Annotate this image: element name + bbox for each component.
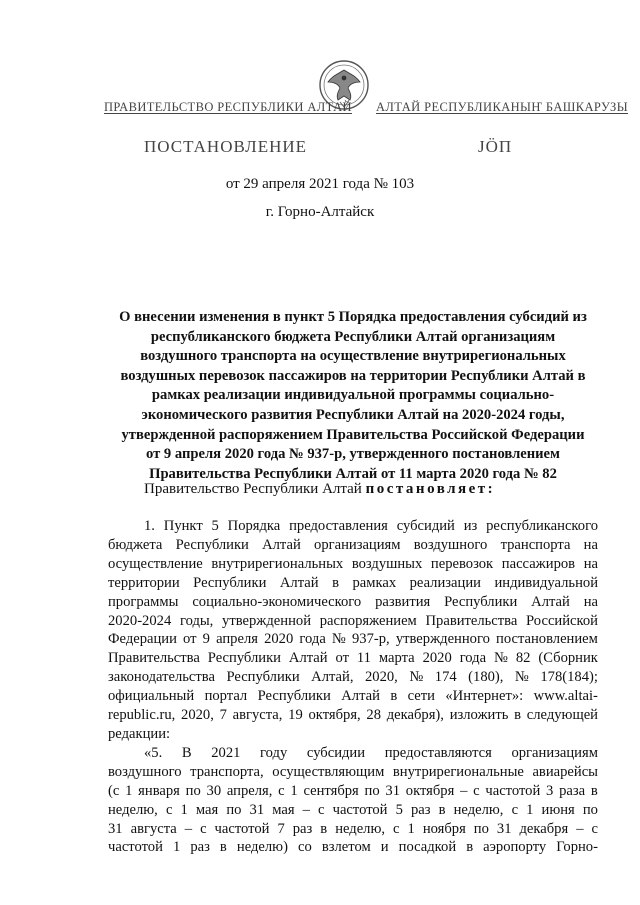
body-word: транспорта xyxy=(500,536,571,553)
body-word: от xyxy=(335,650,349,667)
body-word: 2020, xyxy=(364,669,398,686)
body-line xyxy=(108,630,598,649)
body-word: августа xyxy=(130,820,177,837)
body-word: октября xyxy=(405,782,455,799)
title-line: экономического развития Республики Алтай на 2020-2024 годы, xyxy=(141,406,565,423)
body-line xyxy=(108,763,598,782)
body-word: утвержденной xyxy=(222,612,312,629)
body-word: постановлением xyxy=(496,631,598,648)
document-date-number: от 29 апреля 2021 года № 103 xyxy=(225,176,415,192)
body-word: 1. xyxy=(144,518,155,534)
title-line: утвержденной распоряжением Правительства Российской Федерации xyxy=(121,426,585,443)
body-word: декабря), xyxy=(386,707,444,724)
body-word: в xyxy=(514,707,522,724)
body-word: по xyxy=(364,782,380,799)
body-word: сети xyxy=(407,688,435,705)
body-word: апреля, xyxy=(226,782,273,799)
body-word: аэропорту xyxy=(483,839,547,856)
body-word: 5 xyxy=(211,518,219,534)
body-word: 31 xyxy=(496,820,512,837)
body-word: 174 xyxy=(434,669,457,686)
body-line xyxy=(108,574,598,593)
body-word: 937-р, xyxy=(351,631,390,648)
body-line xyxy=(108,517,598,536)
body-word: осуществляющим xyxy=(272,763,385,780)
doc-type-altai: ЈӦП xyxy=(478,137,513,156)
body-word: с xyxy=(165,801,173,818)
body-word: от xyxy=(183,631,197,648)
body-word: следующей xyxy=(526,707,598,724)
body-word: ноября xyxy=(422,820,466,837)
body-word: с xyxy=(278,782,285,799)
body-word: 1 xyxy=(125,782,133,799)
body-line xyxy=(108,801,598,820)
body-word: 3 xyxy=(546,782,554,799)
body-word: с xyxy=(511,801,519,818)
body-word: октября, xyxy=(308,707,361,724)
title-line: от 9 апреля 2020 года № 937-р, утвержденного постановлением xyxy=(146,446,560,463)
body-word: неделю, xyxy=(453,801,504,818)
body-word: организациям xyxy=(314,536,401,553)
government-name-russian: ПРАВИТЕЛЬСТВО РЕСПУБЛИКИ АЛТАЙ xyxy=(104,100,352,114)
body-word: 2020 xyxy=(422,650,452,667)
body-word: Правительства xyxy=(425,612,518,629)
body-word: рамках xyxy=(352,574,397,591)
body-word: мая xyxy=(272,801,295,818)
body-word: бюджета xyxy=(108,536,163,553)
preamble-verb: постановляет: xyxy=(365,481,496,497)
body-word: – xyxy=(184,820,193,837)
body-word: июня xyxy=(541,801,575,818)
body-line xyxy=(108,706,598,725)
body-word: в xyxy=(590,782,598,799)
body-word: «Интернет»: xyxy=(445,688,524,705)
body-line xyxy=(108,649,598,668)
body-word: частотой xyxy=(485,782,541,799)
body-word: программы xyxy=(108,593,179,610)
body-word: 28 xyxy=(366,707,382,724)
title-line: воздушных перевозок пассажиров на территории Республики Алтай в xyxy=(120,367,586,384)
body-word: воздушного xyxy=(413,536,488,553)
body-word: в xyxy=(390,688,398,705)
body-word: republic.ru, xyxy=(108,707,176,724)
body-word: на xyxy=(583,555,598,572)
body-word: развития xyxy=(375,593,431,610)
body-word: частотой xyxy=(108,839,163,856)
body-word: с xyxy=(473,782,480,799)
body-word: 1 xyxy=(290,782,298,799)
body-word: субсидии xyxy=(306,744,366,761)
body-word: 31 xyxy=(249,801,265,818)
body-word: и xyxy=(380,839,389,856)
body-word: годы, xyxy=(179,612,214,629)
body-word: декабря xyxy=(519,820,569,837)
body-word: с xyxy=(393,820,400,837)
body-word: с xyxy=(200,820,207,837)
body-word: 11 xyxy=(356,650,371,667)
body-word: официальный xyxy=(108,688,195,705)
body-word: перевозок xyxy=(430,555,494,572)
body-word: частотой xyxy=(332,801,388,818)
body-word: внутрирегиональных xyxy=(211,555,344,572)
body-word: 19 xyxy=(288,707,303,724)
preamble-text: Правительство Республики Алтай xyxy=(144,481,362,497)
body-word: субсидий xyxy=(396,518,455,534)
body-word: Алтай, xyxy=(311,669,354,686)
body-word: изложить xyxy=(449,707,509,724)
document-body xyxy=(108,517,598,857)
body-word: № xyxy=(331,631,346,648)
government-name-altai: АЛТАЙ РЕСПУБЛИКАНЫҤ БАШКАРУЗЫ xyxy=(376,100,629,114)
body-word: (Сборник xyxy=(538,650,598,667)
body-word: Алтай xyxy=(288,650,328,667)
body-word: авиарейсы xyxy=(532,763,598,780)
title-line: О внесении изменения в пункт 5 Порядка предоставления субсидий из xyxy=(119,309,587,325)
body-word: № xyxy=(514,669,529,686)
body-word: организациям xyxy=(511,744,598,761)
body-word: Республики xyxy=(175,536,249,553)
body-word: с xyxy=(318,801,325,818)
body-word: 2021 xyxy=(211,744,241,761)
document-title xyxy=(108,308,598,484)
document-city: г. Горно-Алтайск xyxy=(265,204,375,220)
body-word: посадкой xyxy=(398,839,457,856)
body-word: предоставляются xyxy=(384,744,492,761)
body-word: в xyxy=(219,839,227,856)
body-word: из xyxy=(463,518,478,534)
body-word: 1 xyxy=(526,801,534,818)
title-line: рамках реализации индивидуальной программы социально- xyxy=(151,387,555,404)
body-word: 1 xyxy=(180,801,188,818)
body-word: (с xyxy=(108,782,120,799)
body-word: В xyxy=(181,744,192,761)
body-word: редакции: xyxy=(108,725,171,742)
body-line xyxy=(108,612,598,631)
body-word: предоставления xyxy=(289,518,388,534)
body-word: раза xyxy=(559,782,586,799)
body-word: сентября xyxy=(303,782,359,799)
body-word: внутрирегиональные xyxy=(392,763,524,780)
body-word: августа, xyxy=(232,707,283,724)
body-word: Пункт xyxy=(163,518,203,534)
body-line xyxy=(108,593,598,612)
body-word: марта xyxy=(378,650,415,667)
body-word: 178(184); xyxy=(540,669,598,686)
body-word: транспорта, xyxy=(190,763,264,780)
body-word: 31 xyxy=(385,782,400,799)
body-word: неделю, xyxy=(335,820,386,837)
body-word: Алтай xyxy=(341,688,380,705)
body-word: мая xyxy=(195,801,219,818)
body-word: Алтай xyxy=(279,574,319,591)
body-word: в xyxy=(332,574,339,591)
body-word: в xyxy=(466,839,474,856)
body-word: 7 xyxy=(277,820,285,837)
body-word: www.altai- xyxy=(533,688,598,705)
body-word: № xyxy=(409,669,424,686)
body-word: года xyxy=(299,631,326,648)
body-word: взлетом xyxy=(321,839,371,856)
body-word: 7 xyxy=(219,707,227,724)
body-word: (180), xyxy=(468,669,504,686)
body-word: – xyxy=(576,820,584,837)
body-word: 2020, xyxy=(181,707,214,724)
body-word: 1 xyxy=(407,820,415,837)
body-word: территории xyxy=(108,574,180,591)
body-word: на xyxy=(583,536,598,553)
body-word: Порядка xyxy=(227,518,281,534)
body-word: воздушного xyxy=(108,763,182,780)
title-line: Правительства Республики Алтай от 11 марта 2020 года № 82 xyxy=(149,465,557,482)
body-word: пассажиров xyxy=(501,555,576,572)
preamble xyxy=(144,481,495,498)
body-word: законодательства xyxy=(108,669,215,686)
body-word: Федерации xyxy=(108,631,177,648)
title-line: республиканского бюджета Республики Алтай организациям xyxy=(150,328,556,345)
body-word: Правительства xyxy=(108,650,200,667)
body-word: реализации xyxy=(409,574,481,591)
body-word: в xyxy=(438,801,446,818)
body-word: утвержденного xyxy=(395,631,490,648)
body-word: портал xyxy=(204,688,248,705)
body-word: 82 xyxy=(515,650,531,667)
body-word: 31 xyxy=(108,820,123,837)
body-word: воздушных xyxy=(351,555,423,572)
body-word: 2020-2024 xyxy=(108,612,172,629)
body-word: Алтай xyxy=(262,536,301,553)
body-word: с xyxy=(591,820,598,837)
body-word: индивидуальной xyxy=(494,574,598,591)
body-word: 9 xyxy=(202,631,210,648)
body-word: на xyxy=(583,593,598,610)
body-word: неделю) xyxy=(236,839,288,856)
body-word: «5. xyxy=(144,744,163,761)
body-word: в xyxy=(320,820,328,837)
body-word: Российской xyxy=(526,612,598,629)
body-word: социально-экономического xyxy=(192,593,362,610)
body-word: – xyxy=(302,801,310,818)
body-word: году xyxy=(260,744,288,761)
body-word: республиканского xyxy=(486,518,598,534)
body-line xyxy=(108,782,598,801)
body-word: Горно- xyxy=(556,839,598,856)
body-word: по xyxy=(185,782,201,799)
body-word: – xyxy=(460,782,468,799)
body-word: Республики xyxy=(444,593,518,610)
body-line xyxy=(108,555,598,574)
body-word: 2020 xyxy=(264,631,294,648)
body-word: апреля xyxy=(216,631,258,648)
body-word: со xyxy=(298,839,312,856)
body-word: Республики xyxy=(257,688,331,705)
body-word: года xyxy=(459,650,487,667)
body-line xyxy=(108,668,598,687)
body-line xyxy=(108,725,598,744)
title-line: воздушного транспорта на осуществление внутрирегиональных xyxy=(140,348,566,365)
body-word: по xyxy=(473,820,489,837)
body-line xyxy=(108,536,598,555)
body-word: раз xyxy=(410,801,431,818)
body-line xyxy=(108,687,598,706)
body-word: по xyxy=(582,801,598,818)
body-word: раз xyxy=(190,839,210,856)
body-word: № xyxy=(494,650,508,667)
body-word: неделю, xyxy=(108,801,158,818)
body-line xyxy=(108,744,598,763)
body-word: частотой xyxy=(214,820,270,837)
body-word: по xyxy=(226,801,242,818)
body-word: Республики xyxy=(193,574,267,591)
body-line xyxy=(108,838,598,857)
body-word: 30 xyxy=(206,782,222,799)
body-line xyxy=(108,820,598,839)
body-word: 5 xyxy=(395,801,403,818)
body-word: 1 xyxy=(172,839,181,856)
body-word: Алтай xyxy=(531,593,570,610)
body-word: января xyxy=(138,782,180,799)
body-word: осуществление xyxy=(108,555,203,572)
doc-type-russian: ПОСТАНОВЛЕНИЕ xyxy=(144,137,308,156)
body-word: Республики xyxy=(226,669,300,686)
body-word: Республики xyxy=(207,650,281,667)
body-word: раз xyxy=(292,820,313,837)
body-word: распоряжением xyxy=(319,612,417,629)
